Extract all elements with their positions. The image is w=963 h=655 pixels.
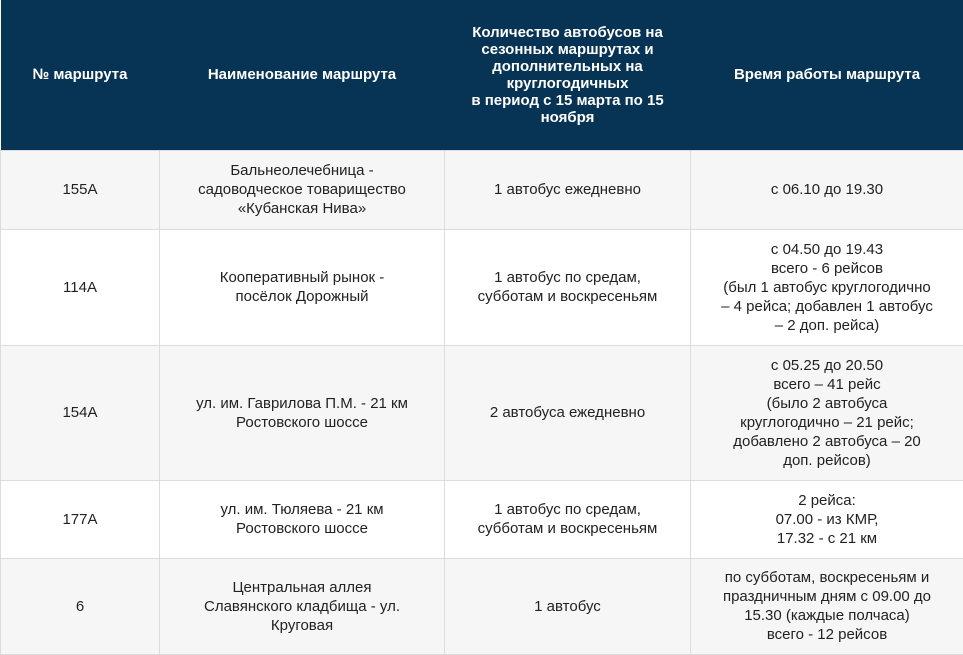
cell-bus-count: 1 автобус — [445, 558, 691, 654]
cell-work-time: с 06.10 до 19.30 — [691, 150, 963, 229]
cell-bus-count: 2 автобуса ежедневно — [445, 345, 691, 480]
cell-work-time: 2 рейса: 07.00 - из КМР, 17.32 - с 21 км — [691, 480, 963, 558]
cell-route-name: Бальнеолечебница - садоводческое товарищество «Кубанская Нива» — [160, 150, 445, 229]
cell-route-name: Центральная аллея Славянского кладбища - ул. Круговая — [160, 558, 445, 654]
header-bus-count: Количество автобусов на сезонных маршрутах и дополнительных на круглогодичных в период с 15 марта по 15 ноября — [445, 0, 691, 150]
table-row — [1, 229, 963, 345]
cell-route-no: 114А — [1, 229, 160, 345]
table-header-row — [1, 0, 963, 150]
header-work-time: Время работы маршрута — [691, 0, 963, 150]
table-row — [1, 345, 963, 480]
table-row — [1, 558, 963, 654]
cell-bus-count: 1 автобус ежедневно — [445, 150, 691, 229]
cell-route-name: ул. им. Тюляева - 21 км Ростовского шоссе — [160, 480, 445, 558]
cell-route-no: 6 — [1, 558, 160, 654]
cell-work-time: с 05.25 до 20.50 всего – 41 рейс (было 2 автобуса круглогодично – 21 рейс; добавлено 2 автобуса – 20 доп. рейсов) — [691, 345, 963, 480]
header-route-name: Наименование маршрута — [160, 0, 445, 150]
header-route-no: № маршрута — [1, 0, 160, 150]
table-row — [1, 480, 963, 558]
cell-bus-count: 1 автобус по средам, субботам и воскресеньям — [445, 229, 691, 345]
cell-route-no: 177А — [1, 480, 160, 558]
cell-route-name: ул. им. Гаврилова П.М. - 21 км Ростовского шоссе — [160, 345, 445, 480]
cell-bus-count: 1 автобус по средам, субботам и воскресеньям — [445, 480, 691, 558]
cell-route-name: Кооперативный рынок - посёлок Дорожный — [160, 229, 445, 345]
cell-route-no: 155А — [1, 150, 160, 229]
table-row — [1, 150, 963, 229]
cell-work-time: по субботам, воскресеньям и праздничным дням с 09.00 до 15.30 (каждые полчаса) всего - 12 рейсов — [691, 558, 963, 654]
cell-work-time: с 04.50 до 19.43 всего - 6 рейсов (был 1 автобус круглогодично – 4 рейса; добавлен 1 автобус – 2 доп. рейса) — [691, 229, 963, 345]
cell-route-no: 154А — [1, 345, 160, 480]
